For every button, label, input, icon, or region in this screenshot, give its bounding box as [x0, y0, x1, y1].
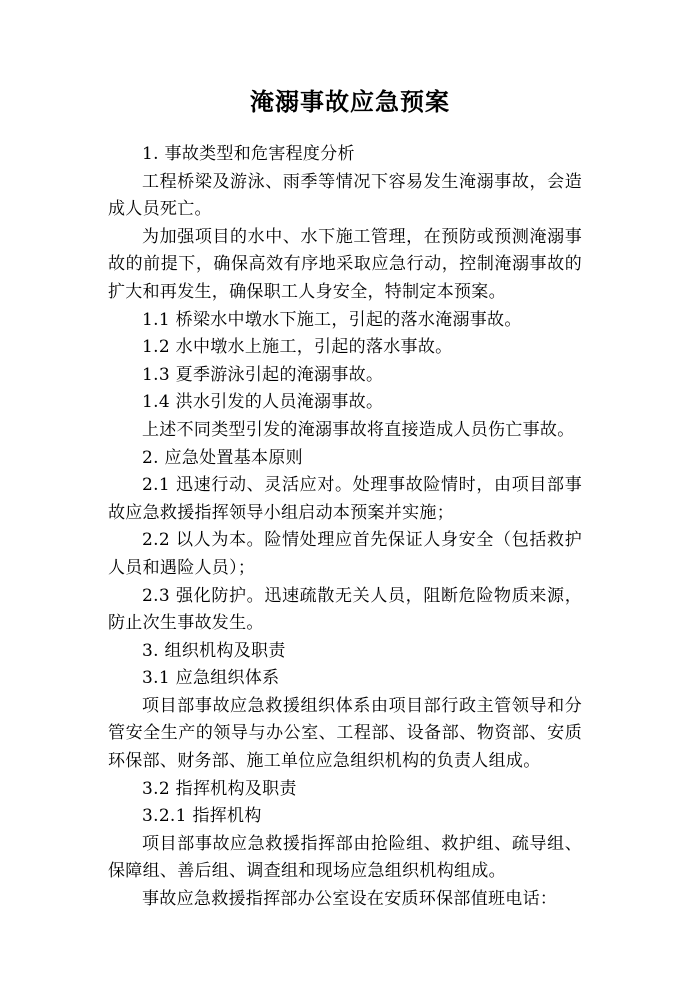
- list-item: 2.2 以人为本。险情处理应首先保证人身安全（包括救护人员和遇险人员）；: [108, 530, 582, 578]
- list-item: 2.3 强化防护。迅速疏散无关人员，阻断危险物质来源，防止次生事故发生。: [108, 585, 582, 634]
- paragraph: 上述不同类型引发的淹溺事故将直接造成人员伤亡事故。: [142, 419, 575, 440]
- paragraph: 事故应急救援指挥部办公室设在安质环保部值班电话：: [142, 889, 558, 910]
- list-item: 1.4 洪水引发的人员淹溺事故。: [142, 392, 384, 413]
- paragraph: 工程桥梁及游泳、雨季等情况下容易发生淹溺事故，会造成人员死亡。: [108, 171, 582, 220]
- list-item: 2.1 迅速行动、灵活应对。处理事故险情时，由项目部事故应急救援指挥领导小组启动本预案并实施；: [108, 475, 582, 523]
- document-body: [108, 141, 582, 914]
- section-heading-1: 1. 事故类型和危害程度分析: [142, 144, 355, 164]
- subsection-heading: 3.1 应急组织体系: [142, 668, 280, 689]
- list-item: 1.1 桥梁水中墩水下施工，引起的落水淹溺事故。: [142, 309, 522, 330]
- subsection-heading: 3.2.1 指挥机构: [142, 806, 262, 827]
- paragraph: 项目部事故应急救援组织体系由项目部行政主管领导和分管安全生产的领导与办公室、工程部、设备部、物资部、安质环保部、财务部、施工单位应急组织机构的负责人组成。: [108, 695, 582, 772]
- paragraph: 项目部事故应急救援指挥部由抢险组、救护组、疏导组、保障组、善后组、调查组和现场应急组织机构组成。: [108, 833, 582, 882]
- paragraph: 为加强项目的水中、水下施工管理，在预防或预测淹溺事故的前提下，确保高效有序地采取应急行动，控制淹溺事故的扩大和再发生，确保职工人身安全，特制定本预案。: [108, 226, 582, 302]
- section-heading-3: 3. 组织机构及职责: [142, 640, 286, 661]
- document-title: 淹溺事故应急预案: [250, 88, 450, 116]
- list-item: 1.3 夏季游泳引起的淹溺事故。: [142, 364, 384, 385]
- subsection-heading: 3.2 指挥机构及职责: [142, 778, 297, 799]
- section-heading-2: 2. 应急处置基本原则: [142, 447, 303, 468]
- list-item: 1.2 水中墩水上施工，引起的落水事故。: [142, 337, 453, 358]
